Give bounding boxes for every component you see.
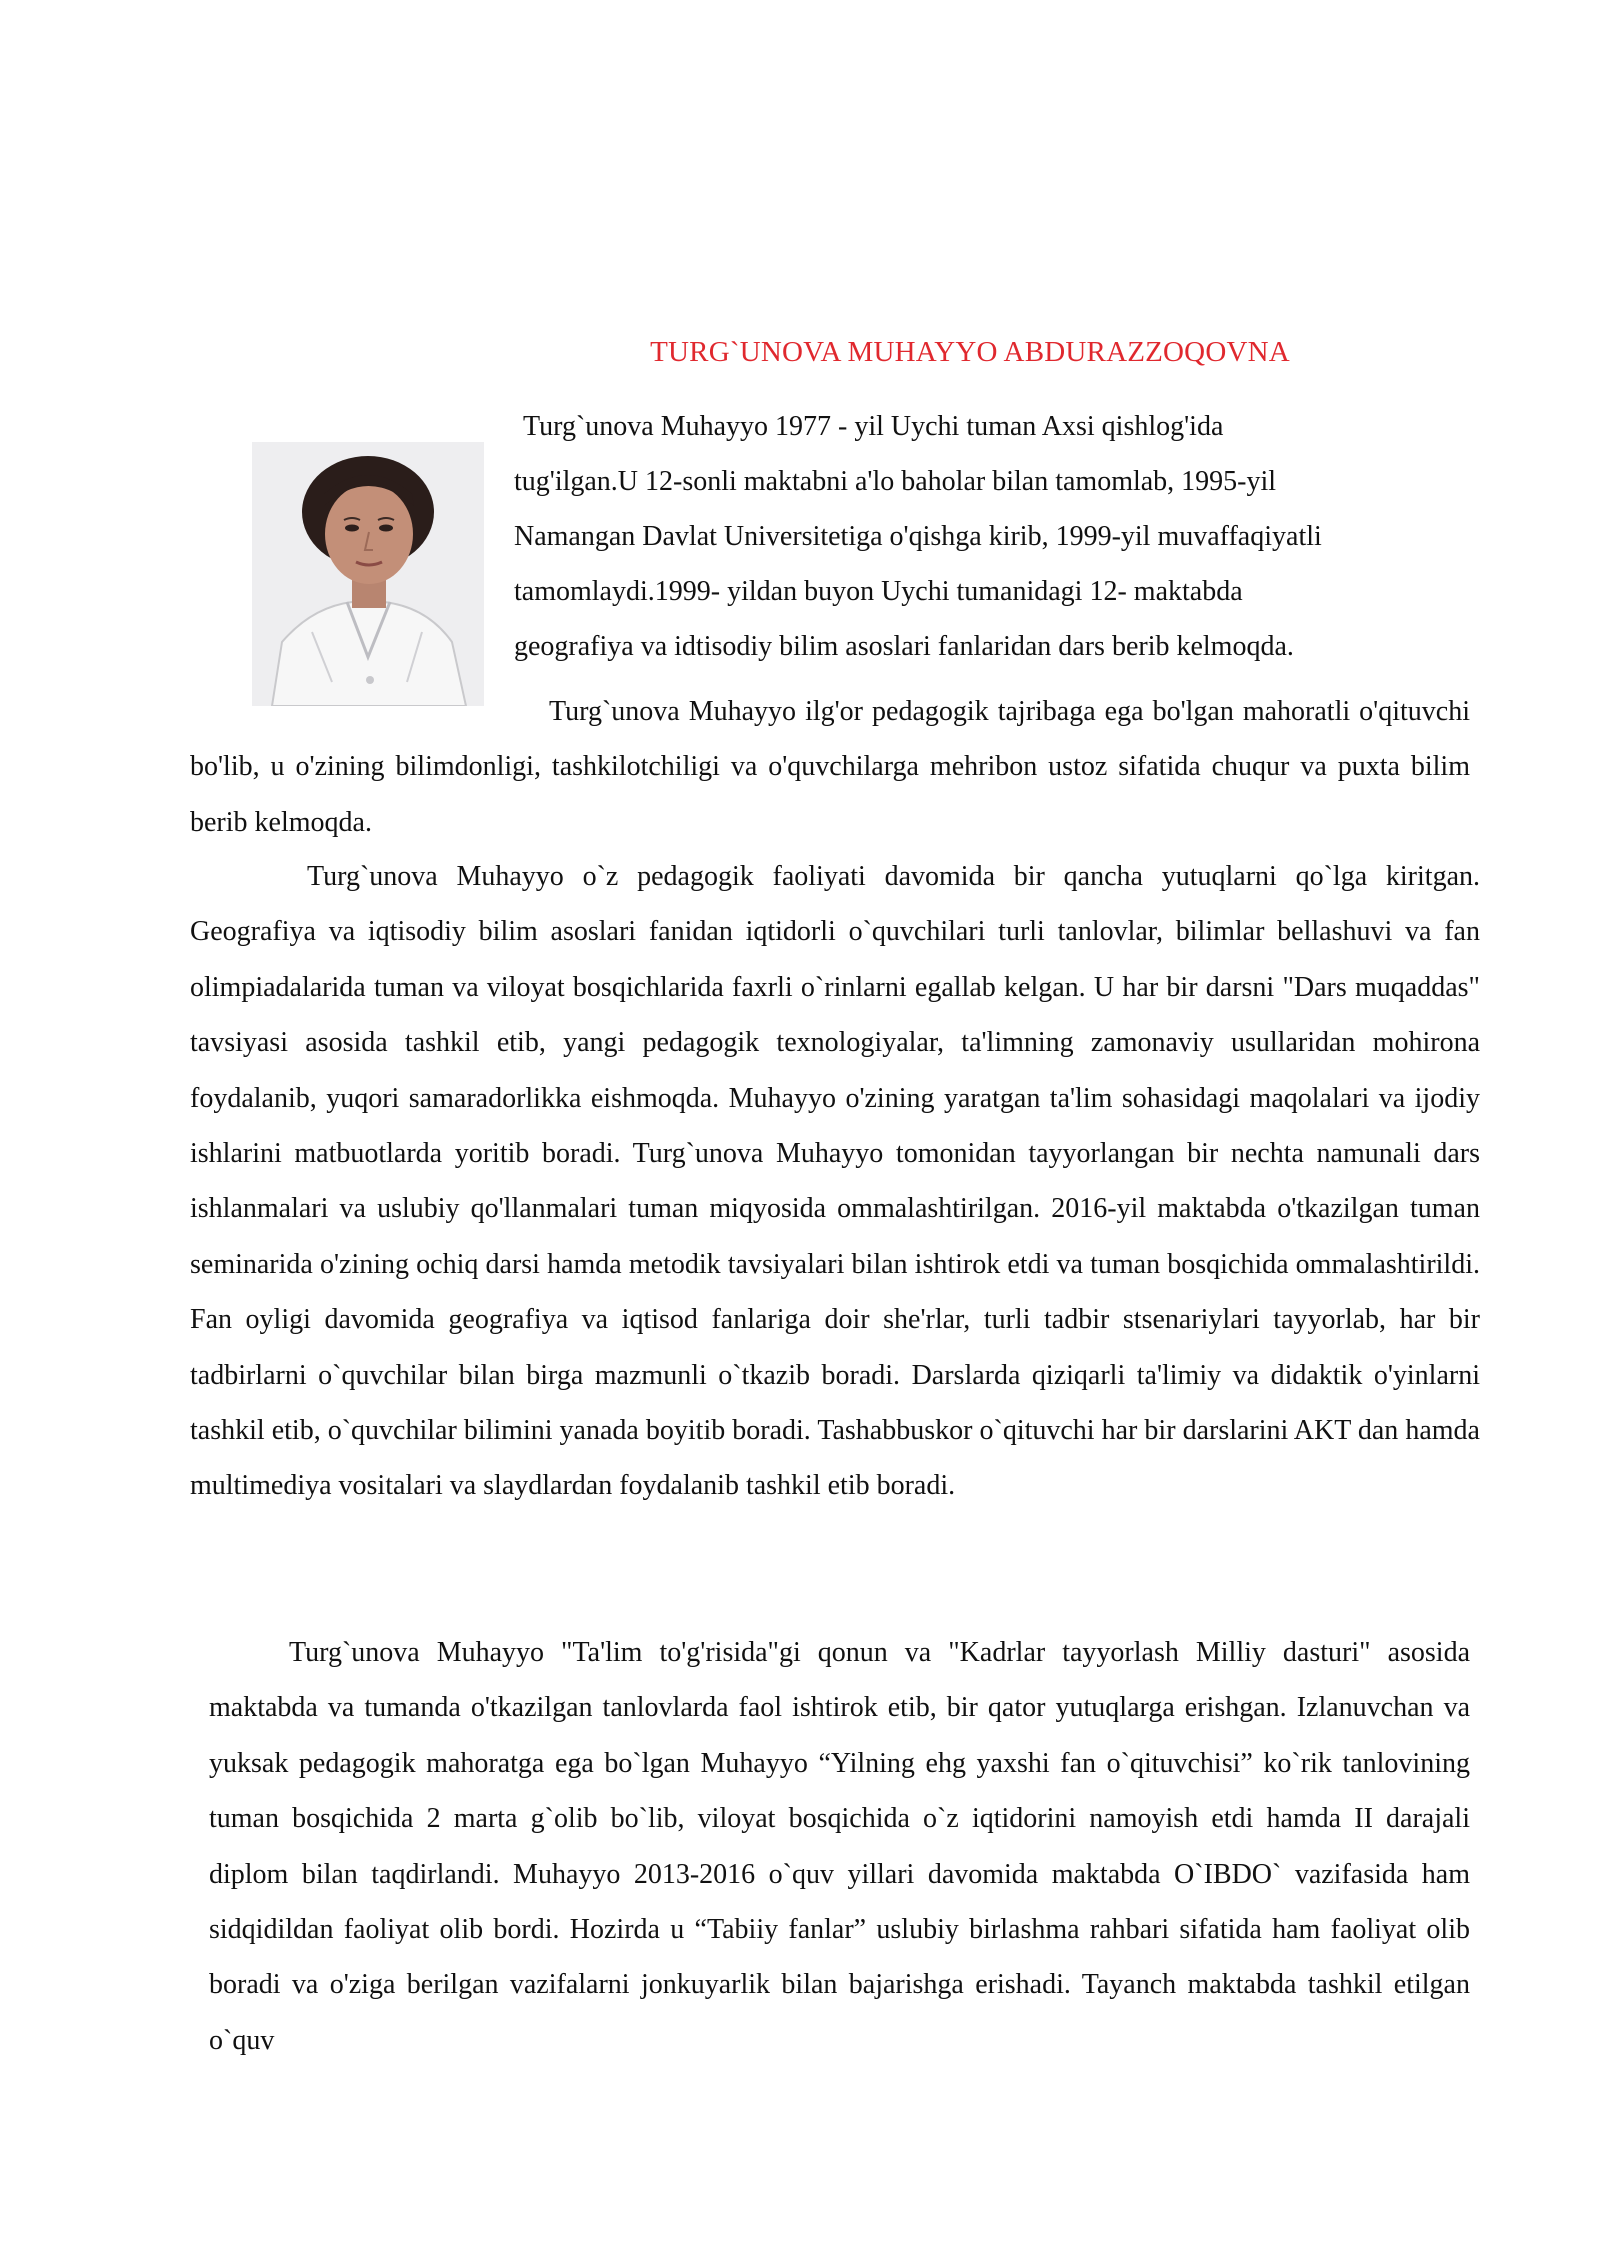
intro-line-3: Namangan Davlat Universitetiga o'qishga kirib, 1999-yil muvaffaqiyatli [514, 521, 1322, 552]
intro-line-4: tamomlaydi.1999- yildan buyon Uychi tumanidagi 12- maktabda [514, 576, 1243, 607]
portrait-image [252, 442, 484, 706]
paragraph-experience: Turg`unova Muhayyo ilg'or pedagogik tajribaga ega bo'lgan mahoratli o'qituvchi bo'lib, u o'zining bilimdonligi, tashkilotchiligi va o'quvchilarga mehribon ustoz sifatida chuqur va puxta bilim berib kelmoqda. [190, 696, 1470, 838]
portrait-photo [252, 442, 484, 706]
paragraph-achievements: Turg`unova Muhayyo o`z pedagogik faoliyati davomida bir qancha yutuqlarni qo`lga kiritgan. Geografiya va iqtisodiy bilim asoslari fanidan iqtidorli o`quvchilari turli tanlovlar, bilimlar bellashuvi va fan olimpiadalarida tuman va viloyat bosqichlarida faxrli o`rinlarni egallab kelgan. U har bir darsni "Dars muqaddas" tavsiyasi asosida tashkil etib, yangi pedagogik texnologiyalar, ta'limning zamonaviy usullaridan mohirona foydalanib, yuqori samaradorlikka eishmoqda. Muhayyo o'zining yaratgan ta'lim sohasidagi maqolalari va ijodiy ishlarini matbuotlarda yoritib boradi. Turg`unova Muhayyo tomonidan tayyorlangan bir nechta namunali dars ishlanmalari va uslubiy qo'llanmalari tuman miqyosida ommalashtirilgan. 2016-yil maktabda o'tkazilgan tuman seminarida o'zining ochiq darsi hamda metodik tavsiyalari bilan ishtirok etdi va tuman bosqichida ommalashtirildi. Fan oyligi davomida geografiya va iqtisod fanlariga doir she'rlar, turli tadbir stsenariylari tayyorlab, har bir tadbirlarni o`quvchilar bilan birga mazmunli o`tkazib boradi. Darslarda qiziqarli ta'limiy va didaktik o'yinlarni tashkil etib, o`quvchilar bilimini yanada boyitib boradi. Tashabbuskor o`qituvchi har bir darslarini AKT dan hamda multimediya vositalari va slaydlardan foydalanib tashkil etib boradi. [190, 861, 1480, 1502]
intro-line-1: Turg`unova Muhayyo 1977 - yil Uychi tuman Axsi qishlog'ida [523, 411, 1224, 442]
document-title: TURG`UNOVA MUHAYYO ABDURAZZOQOVNA [650, 336, 1290, 368]
intro-line-2: tug'ilgan.U 12-sonli maktabni a'lo baholar bilan tamomlab, 1995-yil [514, 466, 1277, 497]
intro-line-5: geografiya va idtisodiy bilim asoslari fanlaridan dars berib kelmoqda. [514, 631, 1294, 662]
paragraph-career: Turg`unova Muhayyo "Ta'lim to'g'risida"gi qonun va "Kadrlar tayyorlash Milliy dasturi" asosida maktabda va tumanda o'tkazilgan tanlovlarda faol ishtirok etib, bir qator yutuqlarga erishgan. Izlanuvchan va yuksak pedagogik mahoratga ega bo`lgan Muhayyo “Yilning ehg yaxshi fan o`qituvchisi” ko`rik tanlovining tuman bosqichida 2 marta g`olib bo`lib, viloyat bosqichida o`z iqtidorini namoyish etdi hamda II darajali diplom bilan taqdirlandi. Muhayyo 2013-2016 o`quv yillari davomida maktabda O`IBDO` vazifasida ham sidqidildan faoliyat olib bordi. Hozirda u “Tabiiy fanlar” uslubiy birlashma rahbari sifatida ham faoliyat olib boradi va o'ziga berilgan vazifalarni jonkuyarlik bilan bajarishga erishadi. Tayanch maktabda tashkil etilgan o`quv [209, 1637, 1470, 2056]
